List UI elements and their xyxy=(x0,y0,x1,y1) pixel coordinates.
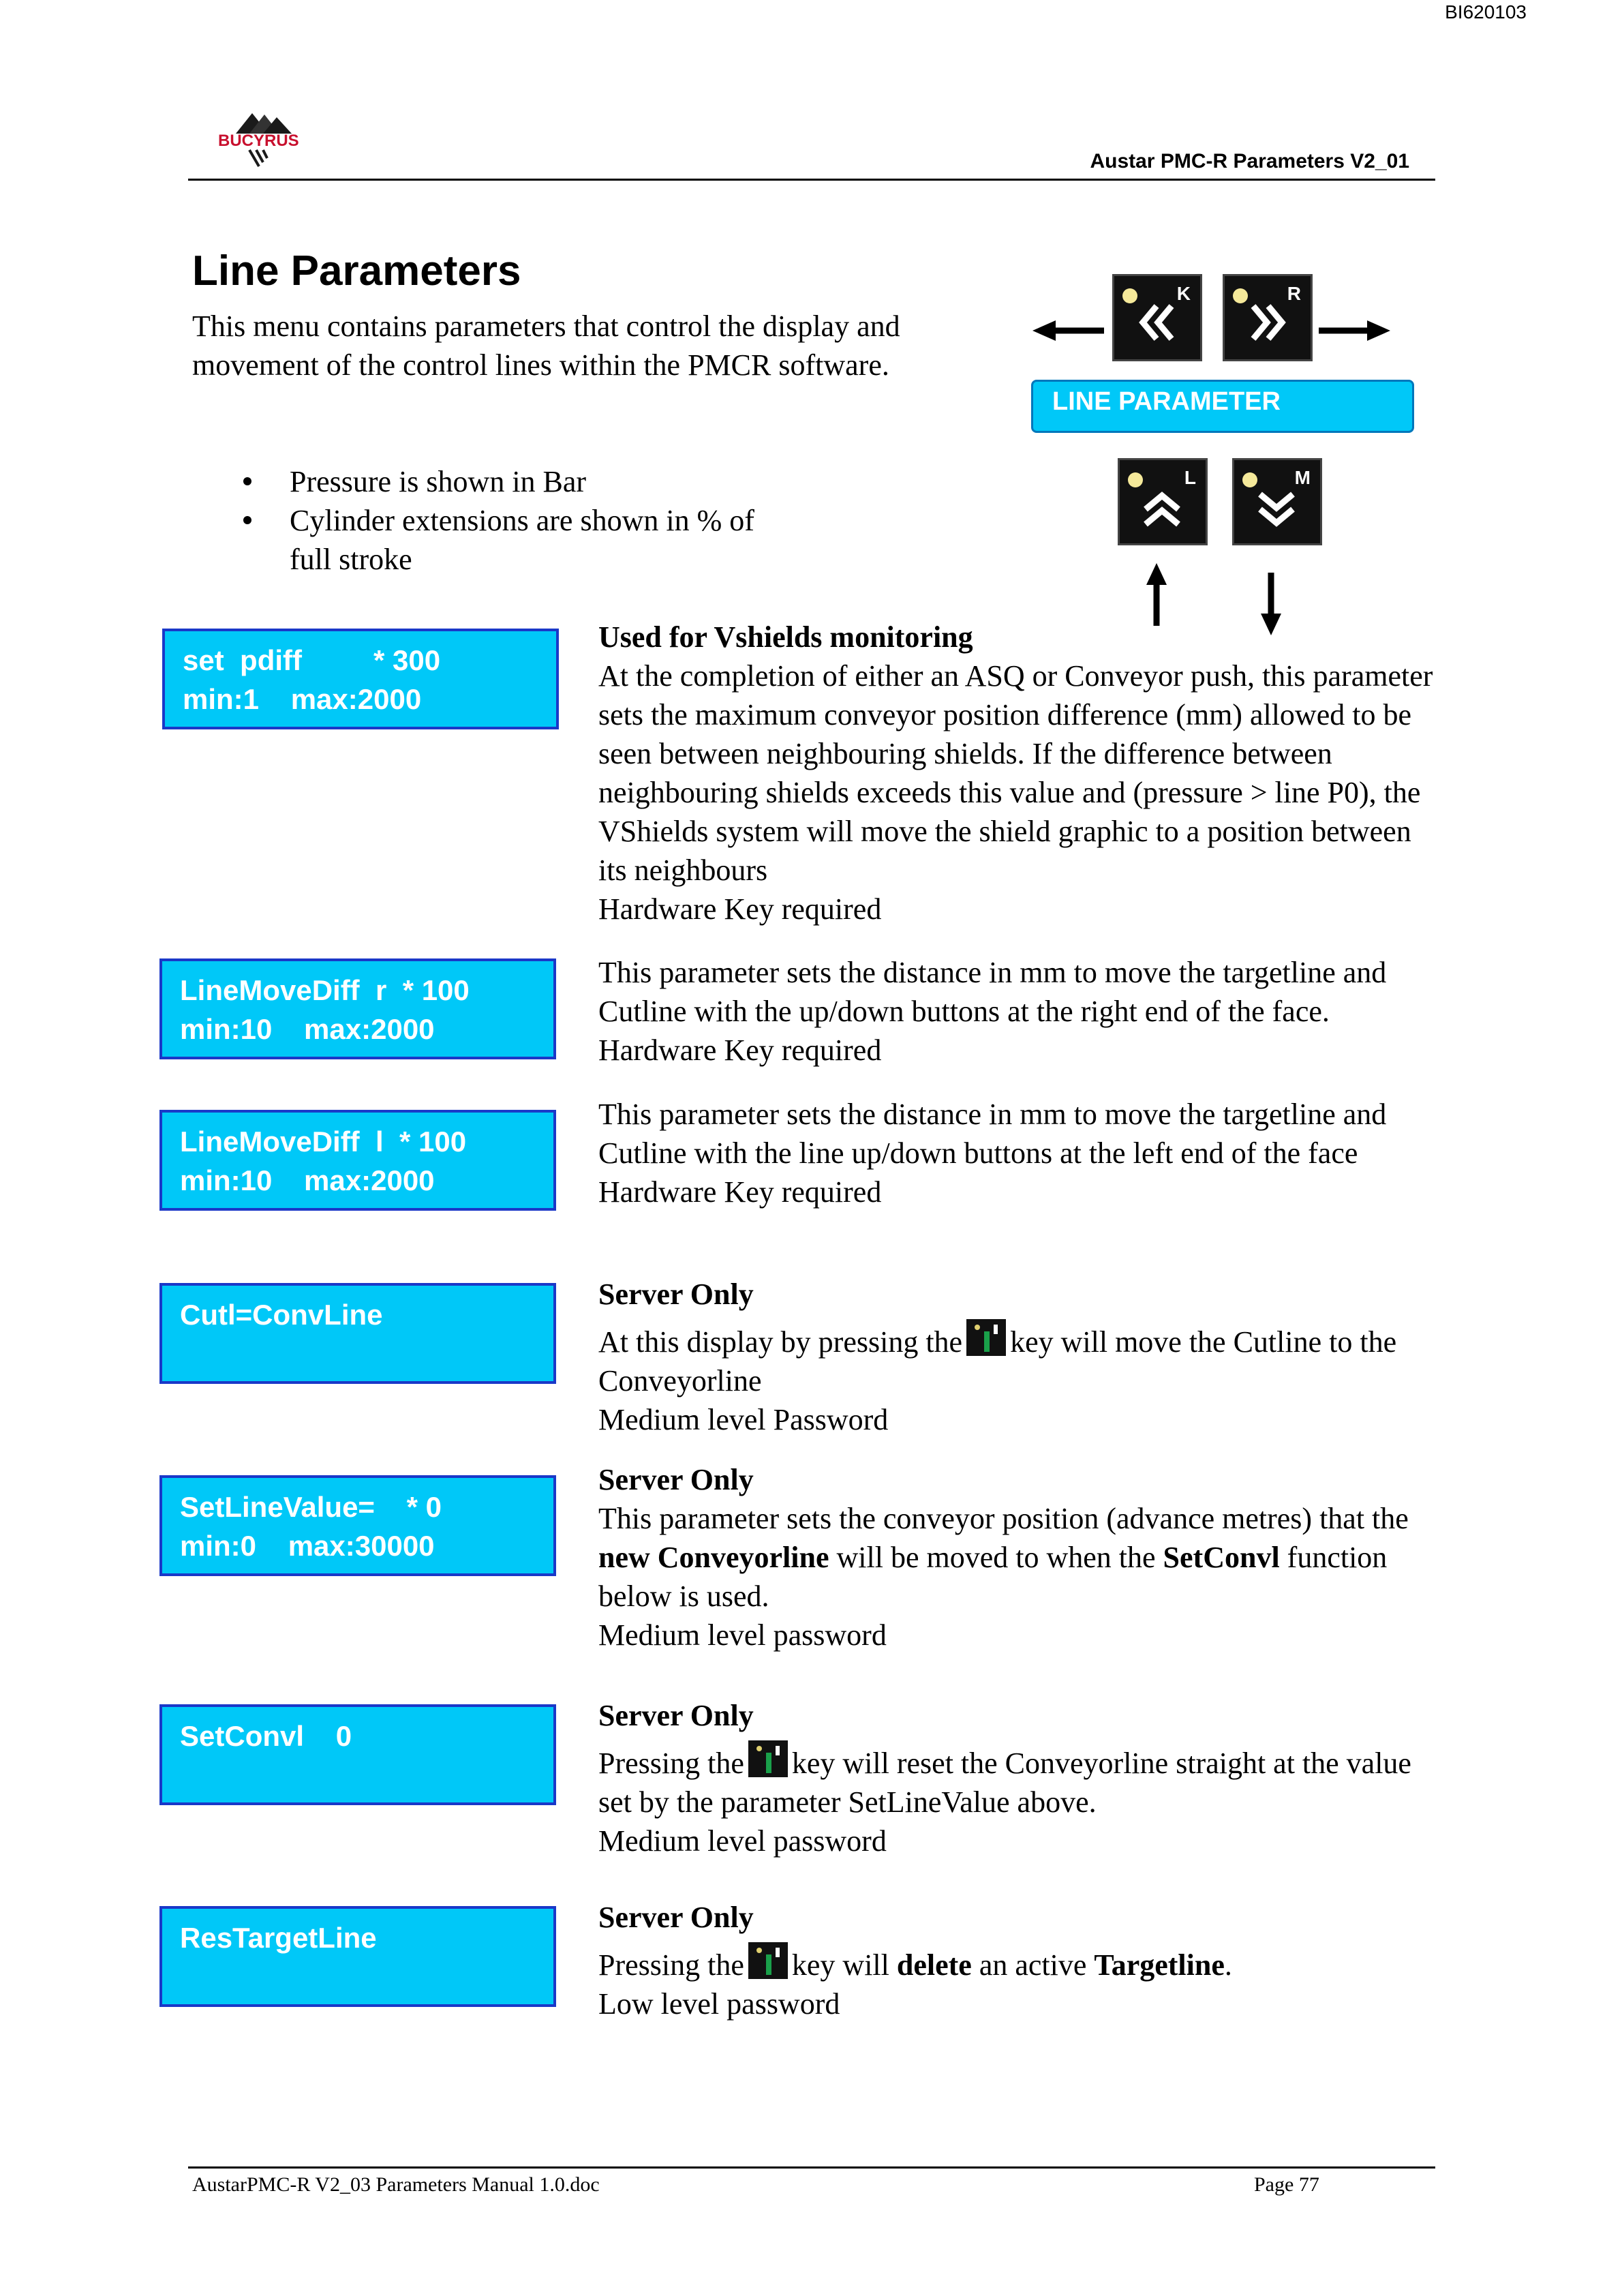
desc-note: Medium level Password xyxy=(598,1403,889,1436)
desc-heading: Server Only xyxy=(598,1699,754,1732)
bucyrus-logo xyxy=(217,108,319,169)
key-letter: L xyxy=(1184,467,1196,488)
lcd-line: ResTargetLine xyxy=(180,1922,377,1954)
header-rule xyxy=(188,179,1435,181)
desc-note: Hardware Key required xyxy=(598,892,882,926)
led-icon xyxy=(1233,288,1248,303)
bullet-icon xyxy=(243,516,251,524)
lcd-linemovediff-l xyxy=(159,1110,556,1211)
footer-filename: AustarPMC-R V2_03 Parameters Manual 1.0.doc xyxy=(192,2173,600,2196)
desc-restargetline xyxy=(598,1898,1443,2023)
lcd-line: min:0 max:30000 xyxy=(180,1530,435,1562)
page-number: Page 77 xyxy=(1254,2173,1319,2196)
led-icon xyxy=(1128,472,1143,487)
desc-note: Hardware Key required xyxy=(598,1175,882,1209)
key-r[interactable] xyxy=(1223,274,1313,361)
lcd-pdiff xyxy=(162,629,559,729)
desc-text: At this display by pressing the key will move the Cutline to the Conveyorline xyxy=(598,1319,1443,1400)
desc-text: This parameter sets the distance in mm to move the targetline and Cutline with the up/down buttons at the right end of the face. Hardware Key required xyxy=(598,956,1387,1067)
double-chevron-up-icon xyxy=(1140,487,1184,531)
key-l[interactable] xyxy=(1118,458,1208,545)
desc-heading: Server Only xyxy=(598,1278,754,1311)
key-letter: M xyxy=(1294,467,1311,488)
bullet-icon xyxy=(243,477,251,485)
desc-heading: Used for Vshields monitoring xyxy=(598,620,973,654)
section-title: Line Parameters xyxy=(192,247,521,294)
desc-setconvl xyxy=(598,1696,1443,1860)
lcd-line: SetConvl 0 xyxy=(180,1720,352,1752)
desc-pdiff xyxy=(598,618,1443,928)
desc-text: This parameter sets the conveyor position (advance metres) that the new Conveyorline will be moved to when the SetConvl function below is used. xyxy=(598,1502,1409,1613)
document-id: BI620103 xyxy=(1445,1,1527,22)
led-icon xyxy=(1242,472,1257,487)
lcd-line: min:1 max:2000 xyxy=(183,683,422,715)
desc-text: Pressing the key will delete an active Targetline. xyxy=(598,1942,1443,1984)
double-chevron-left-icon xyxy=(1135,301,1178,344)
lcd-line: min:10 max:2000 xyxy=(180,1164,435,1196)
key-m[interactable] xyxy=(1232,458,1322,545)
desc-text: At the completion of either an ASQ or Conveyor push, this parameter sets the maximum conveyor position difference (mm) allowed to be seen between neighbouring shields. If the difference between neighbouring shields exceeds this value and (pressure > line P0), the VShields system will move the shield graphic to a position between its neighbours xyxy=(598,659,1433,887)
lcd-line: Cutl=ConvLine xyxy=(180,1299,383,1331)
desc-text: This parameter sets the distance in mm to move the targetline and Cutline with the line up/down buttons at the left end of the face xyxy=(598,1098,1387,1170)
desc-setlinevalue xyxy=(598,1460,1443,1655)
bullet-item: Pressure is shown in Bar xyxy=(242,462,787,501)
logo-mark xyxy=(217,108,319,169)
double-chevron-down-icon xyxy=(1255,487,1298,531)
unit-bullets xyxy=(242,462,787,579)
desc-text: Pressing the key will reset the Conveyorline straight at the value set by the parameter SetLineValue above. xyxy=(598,1740,1443,1822)
desc-note: Medium level password xyxy=(598,1824,887,1858)
lcd-line: LineMoveDiff r * 100 xyxy=(180,974,470,1006)
lcd-line: LineMoveDiff l * 100 xyxy=(180,1126,467,1158)
lcd-restargetline xyxy=(159,1906,556,2007)
arrow-right-icon xyxy=(1319,319,1390,342)
header-title: Austar PMC-R Parameters V2_01 xyxy=(1090,150,1409,172)
arrow-up-icon xyxy=(1145,563,1168,626)
logo-text: BUCYRUS xyxy=(218,132,299,150)
desc-cutl-convline xyxy=(598,1275,1443,1439)
footer-rule xyxy=(188,2166,1435,2169)
lcd-line: set pdiff * 300 xyxy=(183,644,441,676)
desc-note: Low level password xyxy=(598,1987,840,2021)
key-letter: K xyxy=(1176,283,1191,304)
desc-linemovediff-r xyxy=(598,953,1443,1070)
desc-note: Medium level password xyxy=(598,1618,887,1652)
intro-text: This menu contains parameters that control the display and movement of the control lines within the PMCR software. xyxy=(192,309,900,382)
bullet-item: Cylinder extensions are shown in % of full stroke xyxy=(242,501,787,579)
enter-key-icon xyxy=(748,1740,788,1777)
lcd-setlinevalue xyxy=(159,1475,556,1576)
desc-heading: Server Only xyxy=(598,1901,754,1934)
line-parameter-banner: LINE PARAMETER xyxy=(1031,380,1414,433)
enter-key-icon xyxy=(966,1319,1006,1356)
lcd-line: SetLineValue= * 0 xyxy=(180,1491,442,1523)
key-letter: R xyxy=(1287,283,1301,304)
lcd-linemovediff-r xyxy=(159,958,556,1059)
enter-key-icon xyxy=(748,1942,788,1979)
desc-linemovediff-l xyxy=(598,1095,1443,1211)
key-k[interactable] xyxy=(1112,274,1202,361)
lcd-cutl-convline xyxy=(159,1283,556,1384)
arrow-left-icon xyxy=(1032,319,1104,342)
double-chevron-right-icon xyxy=(1246,301,1290,344)
lcd-setconvl xyxy=(159,1704,556,1805)
lcd-line: min:10 max:2000 xyxy=(180,1013,435,1045)
desc-heading: Server Only xyxy=(598,1463,754,1496)
